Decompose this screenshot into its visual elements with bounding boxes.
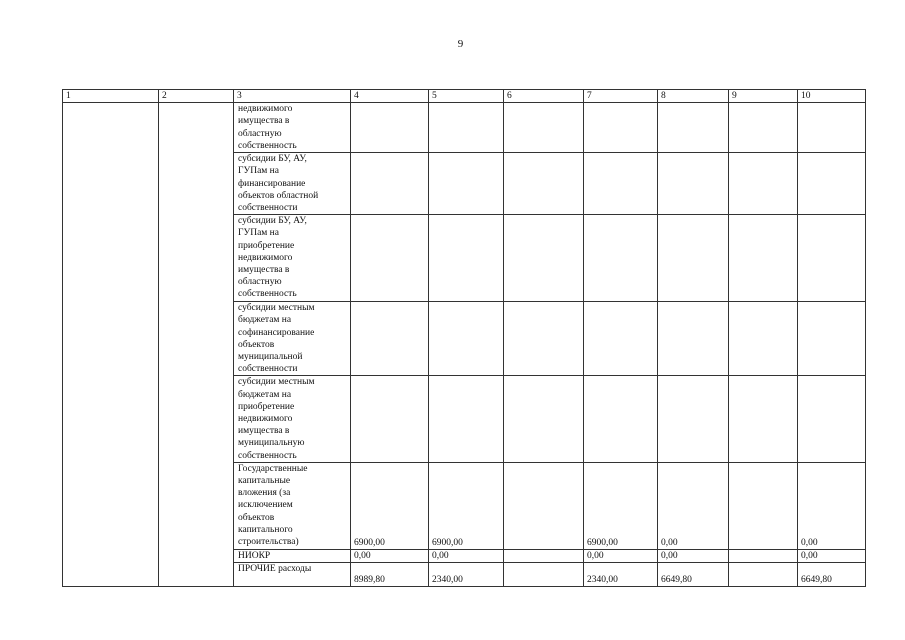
value-cell — [504, 462, 584, 549]
column-number-row — [63, 90, 866, 103]
value-cell: 0,00 — [658, 462, 729, 549]
value-cell — [729, 153, 798, 215]
value-cell: 0,00 — [584, 549, 658, 562]
value-cell — [729, 215, 798, 302]
value-cell — [798, 376, 866, 462]
value-cell — [584, 376, 658, 462]
value-cell — [429, 103, 504, 153]
value-cell — [658, 153, 729, 215]
value-cell — [729, 549, 798, 562]
value-cell — [351, 376, 429, 462]
value-cell: 0,00 — [658, 549, 729, 562]
expense-label: субсидии местным бюджетам на приобретение недвижимого имущества в муниципальную собственность — [234, 376, 351, 462]
expense-label: Государственные капитальные вложения (за исключением объектов капитального строительства) — [234, 462, 351, 549]
column-number: 1 — [63, 90, 159, 103]
table-row — [63, 103, 866, 153]
value-cell: 6649,80 — [658, 563, 729, 587]
column-number: 4 — [351, 90, 429, 103]
value-cell — [584, 153, 658, 215]
value-cell — [729, 563, 798, 587]
value-cell — [798, 103, 866, 153]
value-cell — [658, 376, 729, 462]
value-cell: 2340,00 — [584, 563, 658, 587]
value-cell — [504, 549, 584, 562]
column-number: 9 — [729, 90, 798, 103]
value-cell — [584, 103, 658, 153]
value-cell: 0,00 — [798, 462, 866, 549]
column-number: 8 — [658, 90, 729, 103]
value-cell — [798, 302, 866, 376]
value-cell — [351, 302, 429, 376]
value-cell — [429, 302, 504, 376]
value-cell — [729, 462, 798, 549]
expense-label: недвижимого имущества в областную собственность — [234, 103, 351, 153]
value-cell: 0,00 — [351, 549, 429, 562]
value-cell — [351, 153, 429, 215]
value-cell — [351, 103, 429, 153]
expense-label: субсидии БУ, АУ, ГУПам на финансирование объектов областной собственности — [234, 153, 351, 215]
value-cell — [429, 215, 504, 302]
value-cell — [798, 215, 866, 302]
value-cell — [584, 302, 658, 376]
value-cell — [429, 153, 504, 215]
value-cell — [729, 302, 798, 376]
value-cell — [658, 103, 729, 153]
value-cell: 0,00 — [429, 549, 504, 562]
value-cell — [658, 302, 729, 376]
value-cell — [729, 376, 798, 462]
value-cell: 6900,00 — [584, 462, 658, 549]
expense-label: НИОКР — [234, 549, 351, 562]
value-cell — [504, 376, 584, 462]
column-number: 6 — [504, 90, 584, 103]
column-1-cell — [63, 103, 159, 587]
column-number: 3 — [234, 90, 351, 103]
value-cell: 6900,00 — [351, 462, 429, 549]
column-2-cell — [159, 103, 234, 587]
column-number: 5 — [429, 90, 504, 103]
value-cell — [729, 103, 798, 153]
budget-table — [62, 89, 866, 587]
value-cell — [504, 153, 584, 215]
value-cell: 2340,00 — [429, 563, 504, 587]
value-cell: 6649,80 — [798, 563, 866, 587]
value-cell: 8989,80 — [351, 563, 429, 587]
value-cell: 0,00 — [798, 549, 866, 562]
page-number: 9 — [457, 38, 464, 50]
expense-label: субсидии БУ, АУ, ГУПам на приобретение недвижимого имущества в областную собственность — [234, 215, 351, 302]
column-number: 10 — [798, 90, 866, 103]
column-number: 7 — [584, 90, 658, 103]
value-cell — [584, 215, 658, 302]
value-cell — [504, 215, 584, 302]
value-cell — [658, 215, 729, 302]
value-cell — [429, 376, 504, 462]
value-cell — [351, 215, 429, 302]
column-number: 2 — [159, 90, 234, 103]
expense-label: субсидии местным бюджетам на софинансирование объектов муниципальной собственности — [234, 302, 351, 376]
value-cell — [504, 103, 584, 153]
expense-label: ПРОЧИЕ расходы — [234, 563, 351, 587]
value-cell — [798, 153, 866, 215]
value-cell: 6900,00 — [429, 462, 504, 549]
value-cell — [504, 563, 584, 587]
value-cell — [504, 302, 584, 376]
